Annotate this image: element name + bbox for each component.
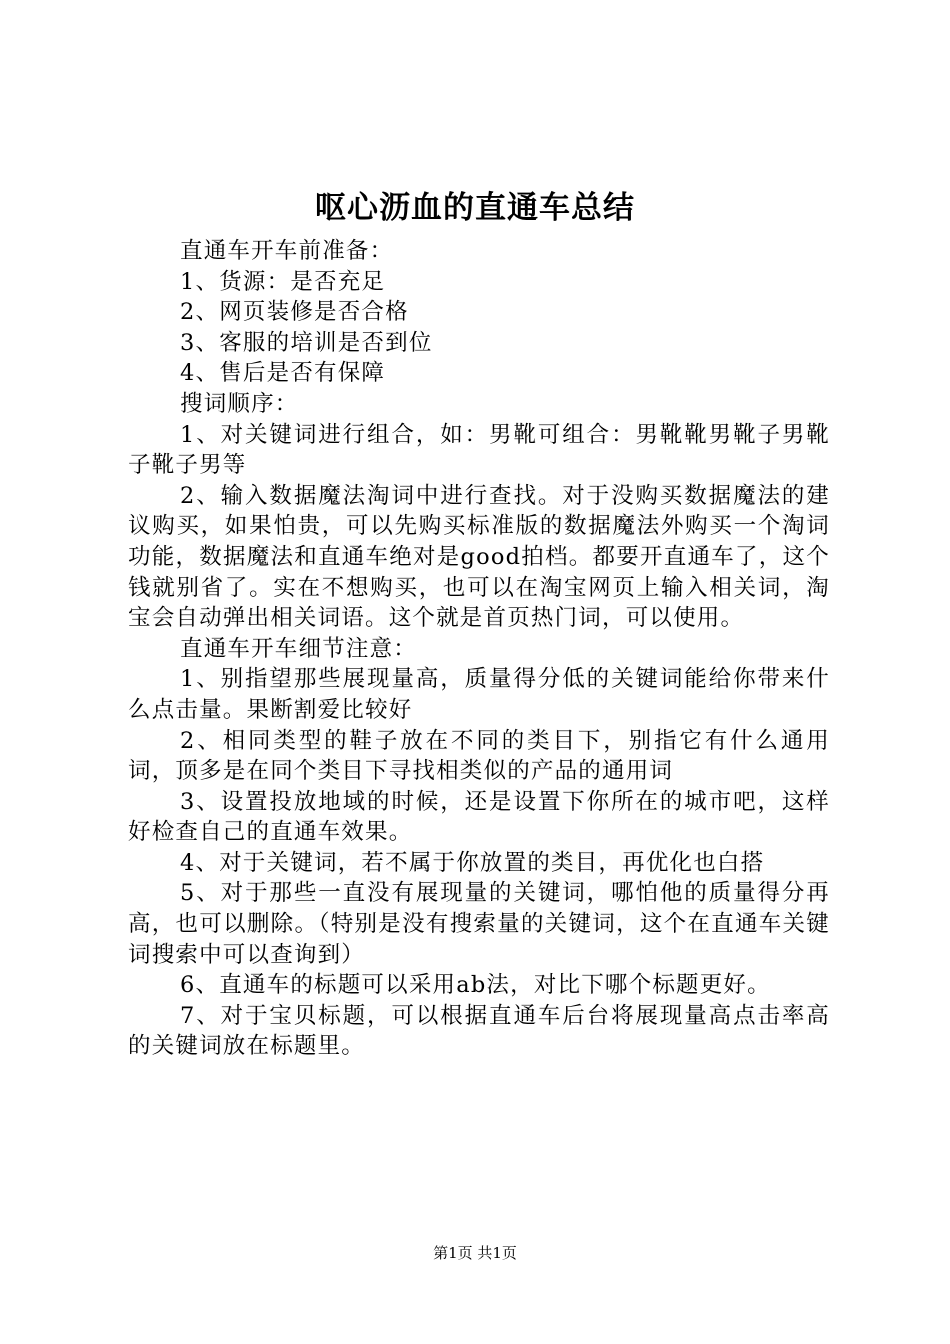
paragraph: 6、直通车的标题可以采用ab法，对比下哪个标题更好。 bbox=[180, 972, 771, 999]
paragraph: 4、对于关键词，若不属于你放置的类目，再优化也白搭 bbox=[180, 849, 765, 876]
paragraph: 2、网页装修是否合格 bbox=[180, 299, 409, 326]
paragraph: 5、对于那些一直没有展现量的关键词，哪怕他的质量得分再高，也可以删除。（特别是没有搜索量的关键词，这个在直通车关键词搜索中可以查询到） bbox=[128, 880, 830, 968]
paragraph: 1、对关键词进行组合，如：男靴可组合：男靴靴男靴子男靴子靴子男等 bbox=[128, 421, 830, 479]
paragraph: 直通车开车细节注意： bbox=[180, 635, 418, 662]
paragraph: 直通车开车前准备： bbox=[180, 238, 394, 264]
paragraph: 1、别指望那些展现量高，质量得分低的关键词能给你带来什么点击量。果断割爱比较好 bbox=[128, 666, 830, 723]
paragraph: 搜词顺序： bbox=[180, 390, 299, 417]
paragraph: 3、客服的培训是否到位 bbox=[180, 329, 433, 356]
document-title: 呕心沥血的直通车总结 bbox=[315, 190, 635, 226]
paragraph: 3、设置投放地域的时候，还是设置下你所在的城市吧，这样好检查自己的直通车效果。 bbox=[128, 788, 830, 846]
paragraph: 1、货源：是否充足 bbox=[180, 268, 386, 295]
paragraph: 2、输入数据魔法淘词中进行查找。对于没购买数据魔法的建议购买，如果怕贵，可以先购买标准版的数据魔法外购买一个淘词功能，数据魔法和直通车绝对是good拍档。都要开直通车了，这个钱就别省了。实在不想购买，也可以在淘宝网页上输入相关词，淘宝会自动弹出相关词语。这个就是首页热门词，可以使用。 bbox=[128, 482, 830, 632]
page-footer: 第1页 共1页 bbox=[433, 1244, 517, 1262]
paragraph: 2、相同类型的鞋子放在不同的类目下，别指它有什么通用词，顶多是在同个类目下寻找相类似的产品的通用词 bbox=[128, 727, 830, 785]
document-body bbox=[128, 236, 830, 1062]
paragraph: 4、售后是否有保障 bbox=[180, 360, 386, 387]
paragraph: 7、对于宝贝标题，可以根据直通车后台将展现量高点击率高的关键词放在标题里。 bbox=[128, 1002, 830, 1060]
